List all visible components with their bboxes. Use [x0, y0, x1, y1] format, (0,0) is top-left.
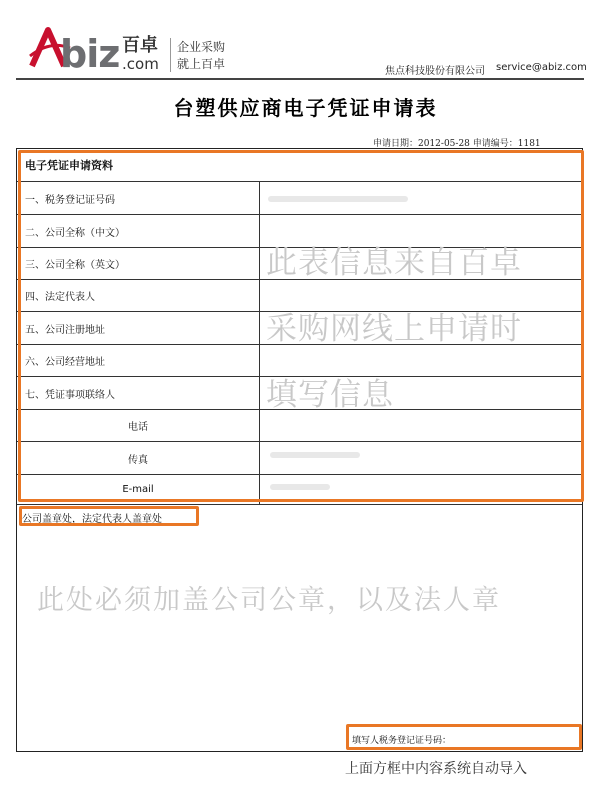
row-label: 六、公司经营地址: [25, 357, 105, 368]
watermark-line2: 采购网线上申请时: [266, 311, 522, 347]
section-title: 电子凭证申请资料: [25, 159, 113, 172]
seal-area-label: 公司盖章处，法定代表人盖章处: [22, 514, 162, 525]
row-label: 四、法定代表人: [25, 292, 95, 303]
row-label: 七、凭证事项联络人: [25, 389, 115, 401]
row-label: 五、公司注册地址: [25, 324, 105, 336]
header-divider: [16, 78, 584, 80]
row-label: 二、公司全称（中文）: [25, 227, 125, 239]
row-label: 传真: [128, 454, 148, 466]
watermark-line1: 此表信息来自百卓: [266, 245, 522, 281]
application-meta: 申请日期：2012-05-28 申请编号：1181: [373, 139, 541, 149]
service-email: service@abiz.com: [496, 62, 587, 73]
logo-biz-text: biz: [60, 32, 120, 76]
watermark-line3: 填写信息: [266, 377, 394, 413]
form-title: 台塑供应商电子凭证申请表: [173, 96, 438, 120]
seal-hint-watermark: 此处必须加盖公司公章，以及法人章: [37, 585, 501, 616]
auto-import-note: 上面方框中内容系统自动导入: [345, 761, 527, 777]
logo-separator: [170, 38, 171, 72]
logo-slogan-line2: 就上百卓: [177, 57, 226, 71]
row-label: 一、税务登记证号码: [25, 194, 115, 206]
abiz-logo: [22, 22, 242, 78]
row-label: 电话: [128, 422, 148, 433]
filler-highlight-box: [346, 724, 582, 750]
seal-label-highlight-box: [19, 506, 199, 526]
auto-filled-highlight-box: [18, 150, 584, 502]
company-name: 焦点科技股份有限公司: [385, 66, 485, 77]
logo-slogan-line1: 企业采购: [177, 40, 226, 54]
row-label: E-mail: [122, 484, 154, 495]
row-label: 三、公司全称（英文）: [25, 260, 125, 271]
logo-cn-text: 百卓: [122, 35, 158, 56]
logo-dotcom-text: .com: [122, 55, 159, 73]
filler-tax-id-label: 填写人税务登记证号码：: [352, 736, 452, 746]
